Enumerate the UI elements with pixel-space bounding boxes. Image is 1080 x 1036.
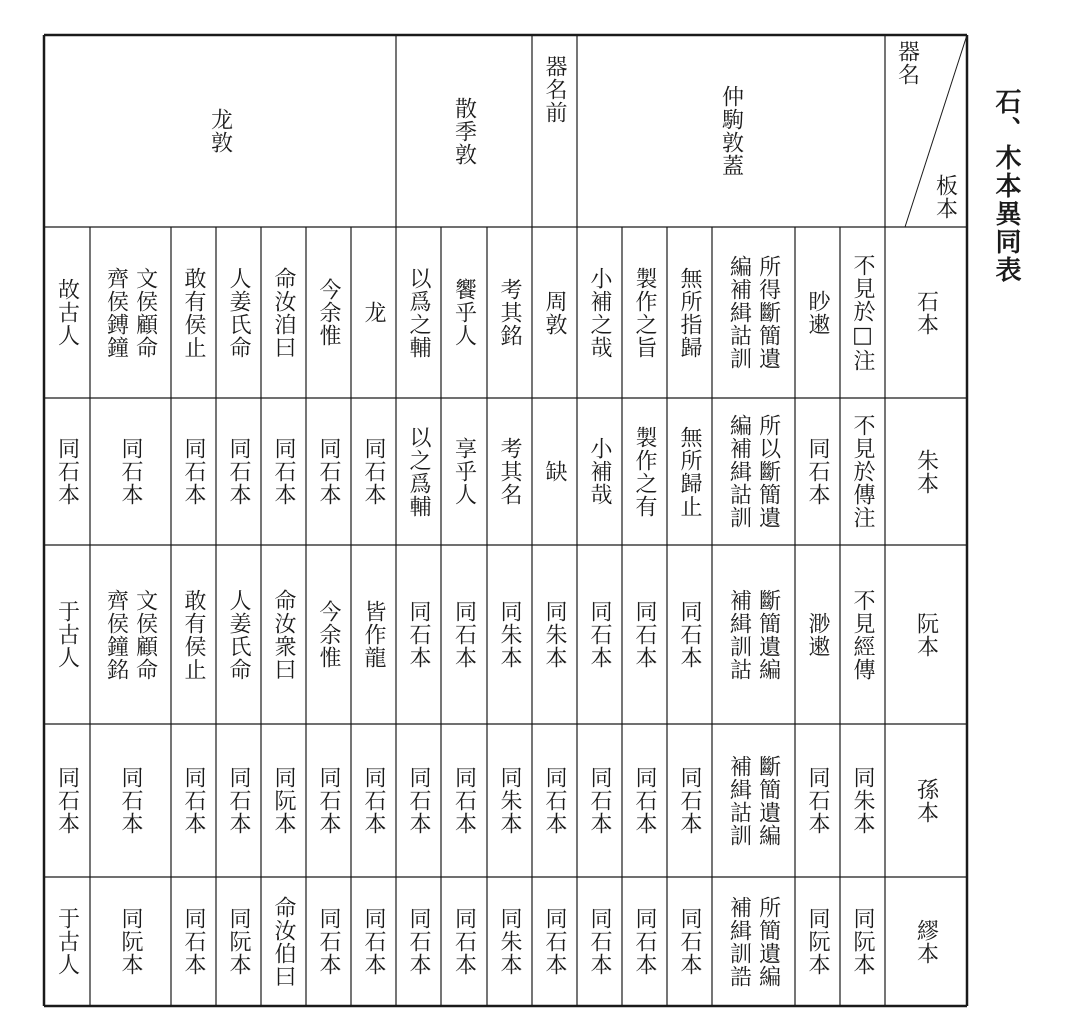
cell-text: 散季敦 <box>451 96 477 166</box>
table-cell <box>171 227 216 398</box>
cell-text: 同阮本 <box>226 907 252 976</box>
cell-text: 同石本 <box>316 437 342 506</box>
group-header <box>577 35 885 227</box>
table-cell <box>306 227 351 398</box>
table-cell <box>351 227 396 398</box>
table-cell <box>351 877 396 1006</box>
cell-text: 補緝訓詁 <box>726 588 752 681</box>
cell-text: 同朱本 <box>850 766 876 835</box>
cell-text: 同石本 <box>632 907 658 976</box>
table-cell <box>306 877 351 1006</box>
cell-text: 同石本 <box>451 600 477 669</box>
cell-text: 命汝伯曰 <box>271 895 297 988</box>
table-cell <box>171 724 216 877</box>
cell-text: 敢有侯止 <box>181 266 207 359</box>
table-cell <box>351 724 396 877</box>
cell-text: 同石本 <box>361 766 387 835</box>
cell-text: 製作之有 <box>632 425 658 518</box>
cell-text: 不見於□注 <box>850 253 876 372</box>
table-cell <box>795 227 840 398</box>
table-cell <box>487 877 532 1006</box>
cell-text: 同石本 <box>226 437 252 506</box>
table-cell <box>90 227 171 398</box>
edition-label <box>885 398 967 545</box>
cell-text: 製作之旨 <box>632 266 658 359</box>
table-cell <box>795 724 840 877</box>
table-cell <box>840 398 885 545</box>
cell-text: 同石本 <box>271 437 297 506</box>
table-cell <box>171 398 216 545</box>
table-cell <box>44 227 90 398</box>
table-cell <box>441 227 487 398</box>
cell-text: 考其名 <box>497 437 523 506</box>
table-cell <box>712 545 795 724</box>
edition-label <box>885 545 967 724</box>
cell-text: 石本 <box>913 289 939 336</box>
cell-text: 編補緝詁訓 <box>726 255 752 370</box>
cell-text: 同石本 <box>451 766 477 835</box>
cell-text: 所簡遺編 <box>755 895 781 988</box>
table-cell <box>351 545 396 724</box>
table-cell <box>441 724 487 877</box>
cell-text: 同阮本 <box>271 766 297 835</box>
cell-text: 敢有侯止 <box>181 588 207 681</box>
cell-text: 同石本 <box>805 766 831 835</box>
cell-text: 同朱本 <box>497 600 523 669</box>
table-title: 石、木本異同表 <box>991 88 1021 284</box>
cell-text: 同石本 <box>181 766 207 835</box>
cell-text: 饗乎人 <box>451 278 477 347</box>
cell-text: 同石本 <box>226 766 252 835</box>
group-header <box>44 35 396 227</box>
table-cell <box>441 398 487 545</box>
cell-text: 同朱本 <box>497 907 523 976</box>
cell-text: 小補哉 <box>587 437 613 506</box>
cell-text: 同石本 <box>361 437 387 506</box>
table-cell <box>622 398 667 545</box>
cell-text: 同朱本 <box>497 766 523 835</box>
cell-text: 同石本 <box>181 907 207 976</box>
cell-text: 同朱本 <box>542 600 568 669</box>
cell-text: 同石本 <box>632 766 658 835</box>
cell-text: 無所歸止 <box>677 425 703 518</box>
table-cell <box>487 724 532 877</box>
table-cell <box>840 545 885 724</box>
table-cell <box>667 545 712 724</box>
cell-text: 同石本 <box>361 907 387 976</box>
table-cell <box>216 545 261 724</box>
cell-text: 同石本 <box>587 907 613 976</box>
cell-text: 眇遫 <box>805 289 831 336</box>
cell-text: 命汝洎曰 <box>271 266 297 359</box>
table-cell <box>216 227 261 398</box>
table-cell <box>44 398 90 545</box>
cell-text: 同石本 <box>406 766 432 835</box>
cell-text: 不見於傳注 <box>850 414 876 529</box>
cell-text: 缺 <box>542 460 568 483</box>
cell-text: 阮本 <box>913 611 939 658</box>
table-cell <box>261 398 306 545</box>
group-header <box>396 35 532 227</box>
table-cell <box>90 545 171 724</box>
cell-text: 孫本 <box>913 777 939 824</box>
table-cell <box>90 724 171 877</box>
corner-label-bottom <box>928 160 962 220</box>
table-cell <box>667 877 712 1006</box>
table-cell <box>396 398 441 545</box>
cell-text: 同阮本 <box>805 907 831 976</box>
cell-text: 齊侯鎛鐘 <box>103 266 129 359</box>
table-cell <box>261 877 306 1006</box>
cell-text: 補緝詁訓 <box>726 754 752 847</box>
table-cell <box>487 227 532 398</box>
table-cell <box>261 227 306 398</box>
cell-text: 同石本 <box>406 600 432 669</box>
table-cell <box>396 877 441 1006</box>
cell-text: 命汝衆曰 <box>271 588 297 681</box>
table-cell <box>306 545 351 724</box>
table-cell <box>622 724 667 877</box>
table-cell <box>622 545 667 724</box>
table-cell <box>487 398 532 545</box>
cell-text: 斷簡遺編 <box>755 588 781 681</box>
table-cell <box>577 724 622 877</box>
cell-text: 于古人 <box>54 907 80 976</box>
cell-text: 補緝訓誥 <box>726 895 752 988</box>
table-cell <box>261 724 306 877</box>
cell-text: 以爲之輔 <box>406 266 432 359</box>
table-cell <box>622 227 667 398</box>
cell-text: 同石本 <box>118 437 144 506</box>
table-cell <box>712 724 795 877</box>
cell-text: 龙 <box>361 301 387 324</box>
cell-text: 同阮本 <box>850 907 876 976</box>
table-cell <box>396 545 441 724</box>
table-cell <box>577 545 622 724</box>
cell-text: 編補緝詁訓 <box>726 414 752 529</box>
cell-text: 龙敦 <box>207 108 233 154</box>
table-cell <box>441 545 487 724</box>
cell-text: 朱本 <box>913 448 939 495</box>
table-cell <box>306 398 351 545</box>
cell-text: 無所指歸 <box>677 266 703 359</box>
table-cell <box>171 545 216 724</box>
table-cell <box>532 724 577 877</box>
cell-text: 所以斷簡遺 <box>755 414 781 529</box>
table-cell <box>90 398 171 545</box>
cell-text: 同石本 <box>677 600 703 669</box>
table-cell <box>532 877 577 1006</box>
table-cell <box>441 877 487 1006</box>
cell-text: 同石本 <box>587 766 613 835</box>
table-cell <box>840 877 885 1006</box>
cell-text: 齊侯鐘銘 <box>103 588 129 681</box>
cell-text: 同石本 <box>451 907 477 976</box>
cell-text: 斷簡遺編 <box>755 754 781 847</box>
cell-text: 同石本 <box>54 766 80 835</box>
cell-text: 小補之哉 <box>587 266 613 359</box>
cell-text: 同阮本 <box>118 907 144 976</box>
cell-text: 今余惟 <box>316 600 342 669</box>
cell-text: 考其銘 <box>497 278 523 347</box>
table-cell <box>487 545 532 724</box>
cell-text: 不見經傳 <box>850 588 876 681</box>
table-cell <box>667 724 712 877</box>
cell-text: 同石本 <box>54 437 80 506</box>
cell-text: 同石本 <box>677 766 703 835</box>
cell-text: 器名 <box>894 40 920 86</box>
table-cell <box>712 227 795 398</box>
cell-text: 人姜氏命 <box>226 588 252 681</box>
table-cell <box>44 877 90 1006</box>
cell-text: 仲駒敦蓋 <box>718 85 744 177</box>
table-cell <box>532 227 577 398</box>
edition-label <box>885 877 967 1006</box>
edition-label <box>885 724 967 877</box>
cell-text: 渺遫 <box>805 611 831 658</box>
cell-text: 同石本 <box>118 766 144 835</box>
cell-text: 繆本 <box>913 918 939 965</box>
cell-text: 周敦 <box>542 289 568 336</box>
cell-text: 器名前 <box>542 55 568 124</box>
table-cell <box>44 724 90 877</box>
cell-text: 今余惟 <box>316 278 342 347</box>
cell-text: 同石本 <box>316 907 342 976</box>
cell-text: 同石本 <box>632 600 658 669</box>
table-cell <box>171 877 216 1006</box>
table-cell <box>712 877 795 1006</box>
table-cell <box>261 545 306 724</box>
corner-label-top <box>890 40 924 100</box>
table-cell <box>840 227 885 398</box>
cell-text: 人姜氏命 <box>226 266 252 359</box>
cell-text: 同石本 <box>316 766 342 835</box>
table-cell <box>44 545 90 724</box>
table-cell <box>216 724 261 877</box>
cell-text: 享乎人 <box>451 437 477 506</box>
cell-text: 同石本 <box>181 437 207 506</box>
table-cell <box>577 398 622 545</box>
cell-text: 于古人 <box>54 600 80 669</box>
cell-text: 同石本 <box>587 600 613 669</box>
cell-text: 文侯顧命 <box>132 266 158 359</box>
table-cell <box>795 877 840 1006</box>
cell-text: 同石本 <box>542 907 568 976</box>
table-cell <box>351 398 396 545</box>
cell-text: 文侯顧命 <box>132 588 158 681</box>
cell-text: 同石本 <box>542 766 568 835</box>
cell-text: 同石本 <box>406 907 432 976</box>
cell-text: 皆作龍 <box>361 600 387 669</box>
table-cell <box>622 877 667 1006</box>
table-cell <box>216 877 261 1006</box>
table-cell <box>90 877 171 1006</box>
table-cell <box>712 398 795 545</box>
table-cell <box>532 545 577 724</box>
table-cell <box>667 227 712 398</box>
table-cell <box>532 398 577 545</box>
table-cell <box>840 724 885 877</box>
table-cell <box>795 545 840 724</box>
table-cell <box>667 398 712 545</box>
table-cell <box>306 724 351 877</box>
cell-text: 同石本 <box>677 907 703 976</box>
cell-text: 所得斷簡遺 <box>755 255 781 370</box>
cell-text: 以之爲輔 <box>406 425 432 518</box>
table-cell <box>396 227 441 398</box>
edition-label <box>885 227 967 398</box>
table-cell <box>216 398 261 545</box>
table-cell <box>396 724 441 877</box>
cell-text: 同石本 <box>805 437 831 506</box>
group-header <box>532 35 577 227</box>
table-cell <box>577 877 622 1006</box>
cell-text: 故古人 <box>54 278 80 347</box>
cell-text: 板本 <box>932 174 958 220</box>
table-cell <box>577 227 622 398</box>
table-cell <box>795 398 840 545</box>
